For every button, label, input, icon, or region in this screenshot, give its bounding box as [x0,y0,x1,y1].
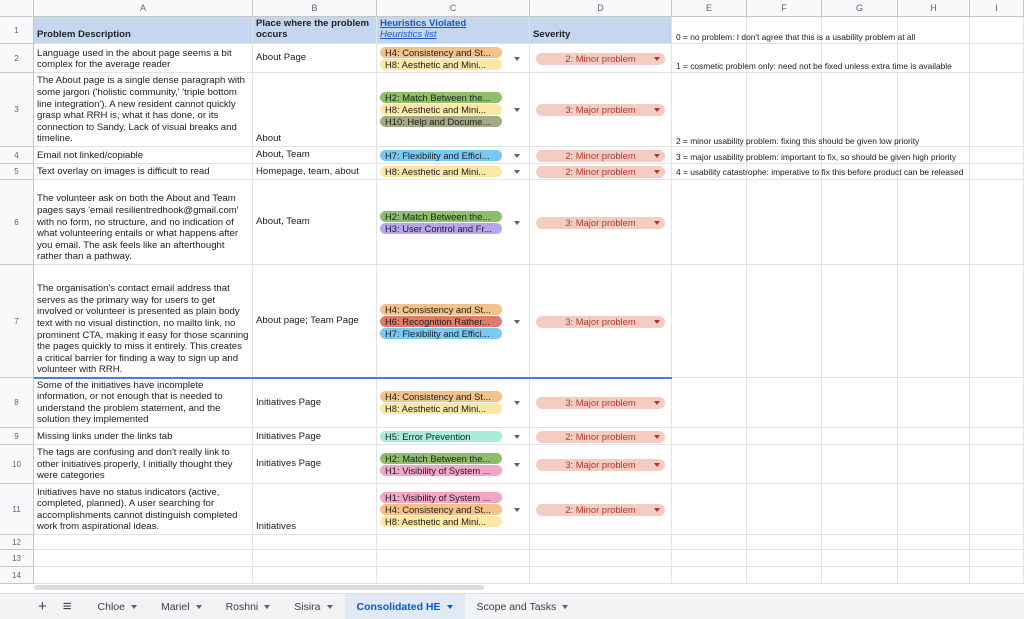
severity-dropdown-cell[interactable] [530,180,672,265]
place-cell[interactable] [253,445,377,484]
heuristic-chip: H1: Visibility of System ... [380,465,502,476]
problem-description-text: The volunteer ask on both the About and Team pages says 'email resilientredhook@gmail.com' with no form, no structure, and no indication of what volunteering entails or what happens after you email. The ask feels like an afterthought rather than a pathway. [37,193,239,263]
empty-cell[interactable] [898,378,970,428]
heuristics-dropdown-cell[interactable] [377,180,530,265]
header-label: Problem Description [37,29,131,41]
severity-chip[interactable] [536,459,665,471]
heuristic-chip: H8: Aesthetic and Mini... [380,166,502,177]
chevron-down-icon [264,605,270,609]
sheet-tab-bar [0,593,1024,619]
severity-dropdown-cell[interactable] [530,484,672,535]
header-label: Severity [533,29,571,41]
chevron-down-icon[interactable] [514,154,520,158]
column-header-f[interactable]: F [747,0,822,17]
problem-description-text: Some of the initiatives have incomplete information, or not enough that is needed to understand the problem statement, and the solution they implemented [37,379,223,426]
problem-description-cell[interactable] [34,73,253,147]
heuristics-dropdown-cell[interactable] [377,484,530,535]
chevron-down-icon [654,463,660,467]
severity-dropdown-cell[interactable] [530,378,672,428]
severity-label: 2: Minor problem [565,149,636,161]
severity-dropdown-cell[interactable] [530,73,672,147]
place-cell[interactable] [253,164,377,180]
empty-cell[interactable] [970,73,1024,147]
horizontal-scrollbar[interactable] [34,585,484,590]
column-header-b[interactable]: B [253,0,377,17]
sheet-tab[interactable] [214,594,283,619]
heuristic-chip: H3: User Control and Fr... [380,223,502,234]
severity-label: 3: Major problem [565,397,636,408]
heuristics-violated-link[interactable]: Heuristics Violated [380,17,467,29]
empty-cell[interactable] [822,180,898,265]
problem-description-cell[interactable] [34,550,253,567]
empty-cell[interactable] [672,567,747,584]
sheet-tab[interactable] [465,594,581,619]
severity-label: 3: Major problem [565,216,636,228]
place-cell[interactable] [253,265,377,378]
row-header[interactable]: 10 [0,445,34,484]
place-text: About [256,133,282,145]
empty-cell[interactable] [747,180,822,265]
problem-description-cell[interactable] [34,567,253,584]
empty-cell[interactable] [898,180,970,265]
chevron-down-icon [654,320,660,324]
severity-label: 2: Minor problem [565,503,636,515]
empty-cell[interactable] [822,550,898,567]
header-severity[interactable] [530,17,672,44]
problem-description-text: Text overlay on images is difficult to read [37,166,210,178]
empty-cell[interactable] [970,535,1024,550]
heuristics-dropdown-cell[interactable] [377,445,530,484]
row-header[interactable]: 4 [0,147,34,164]
column-header-i[interactable]: I [970,0,1024,17]
chevron-down-icon [654,401,660,405]
sheet-tab[interactable] [86,594,149,619]
severity-label: 3: Major problem [565,104,636,115]
empty-cell[interactable] [970,484,1024,535]
row-header[interactable]: 11 [0,484,34,535]
place-cell[interactable] [253,180,377,265]
header-place[interactable] [253,17,377,44]
chevron-down-icon [654,57,660,61]
severity-label: 3: Major problem [565,458,636,470]
empty-cell[interactable] [747,484,822,535]
empty-cell[interactable] [747,550,822,567]
severity-dropdown-cell[interactable] [530,265,672,378]
heuristic-chip: H8: Aesthetic and Mini... [380,104,502,115]
empty-cell[interactable] [970,428,1024,445]
heuristic-chip: H2: Match Between the... [380,211,502,222]
severity-chip[interactable] [536,397,665,409]
empty-cell[interactable] [672,428,747,445]
severity-scale-line: 4 = usability catastrophe: imperative to fix this before product can be released [676,167,964,177]
sheet-tab[interactable] [345,594,465,619]
empty-cell[interactable] [672,484,747,535]
empty-cell[interactable] [822,265,898,378]
empty-cell[interactable] [822,428,898,445]
problem-description-text: Initiatives have no status indicators (active, completed, planned). A user searching for accomplishments cannot distinguish completed work from aspirational ideas. [37,486,238,533]
heuristics-dropdown-cell[interactable] [377,550,530,567]
empty-cell[interactable] [747,428,822,445]
severity-chip[interactable] [536,316,665,328]
severity-dropdown-cell[interactable] [530,535,672,550]
empty-cell[interactable] [672,535,747,550]
empty-cell[interactable] [898,484,970,535]
severity-chip[interactable] [536,504,665,516]
chevron-down-icon[interactable] [514,170,520,174]
place-text: Initiatives Page [256,396,322,408]
problem-description-cell[interactable] [34,265,253,378]
chevron-down-icon[interactable] [514,435,520,439]
problem-description-cell[interactable] [34,44,253,73]
empty-cell[interactable] [672,378,747,428]
heuristic-chip: H7: Flexibility and Effici... [380,150,502,161]
sheet-tab-label: Roshni [225,600,259,613]
empty-cell[interactable] [898,428,970,445]
severity-dropdown-cell[interactable] [530,550,672,567]
empty-cell[interactable] [970,567,1024,584]
heuristic-chip: H10: Help and Docume... [380,116,502,127]
row-header[interactable]: 9 [0,428,34,445]
problem-description-text: Email not linked/copiable [37,150,144,162]
sheet-tab-label: Mariel [160,600,190,613]
column-header-d[interactable]: D [530,0,672,17]
severity-label: 2: Minor problem [565,430,636,442]
heuristic-chip: H2: Match Between the... [380,453,502,464]
severity-dropdown-cell[interactable] [530,567,672,584]
chevron-down-icon [562,605,568,609]
problem-description-cell[interactable] [34,147,253,164]
empty-cell[interactable] [822,567,898,584]
empty-cell[interactable] [672,265,747,378]
problem-description-cell[interactable] [34,180,253,265]
empty-cell[interactable] [898,535,970,550]
empty-cell[interactable] [898,265,970,378]
header-heuristics[interactable] [377,17,530,44]
problem-description-cell[interactable] [34,428,253,445]
heuristic-chip: H1: Visibility of System ... [380,492,502,503]
chevron-down-icon[interactable] [514,463,520,467]
severity-label: 3: Major problem [565,315,636,327]
sheet-tab-label: Sisira [294,600,321,613]
place-cell[interactable] [253,44,377,73]
row-header[interactable]: 13 [0,550,34,567]
empty-cell[interactable] [672,445,747,484]
place-text: Homepage, team, about [256,165,359,177]
heuristics-dropdown-cell[interactable] [377,164,530,180]
chevron-down-icon[interactable] [514,508,520,512]
header-label: Place where the problem occurs [256,17,370,41]
severity-chip[interactable] [536,53,665,65]
problem-description-text: The tags are confusing and don't really link to other initiatives properly, I initially thought they were categories [37,447,233,482]
empty-cell[interactable] [970,550,1024,567]
heuristics-list-link[interactable]: Heuristics list [380,29,437,41]
row-header[interactable]: 8 [0,378,34,428]
empty-cell[interactable] [898,445,970,484]
heuristic-chip: H7: Flexibility and Effici... [380,328,502,339]
sheet-tab-label: Consolidated HE [356,600,441,613]
row-header[interactable]: 2 [0,44,34,73]
place-text: About, Team [256,149,310,161]
severity-chip[interactable] [536,431,665,443]
sheet-tab[interactable] [282,594,344,619]
place-text: Initiatives Page [256,431,322,443]
empty-cell[interactable] [970,180,1024,265]
place-text: About page; Team Page [256,315,359,327]
empty-cell[interactable] [747,567,822,584]
row-header[interactable]: 1 [0,17,34,44]
severity-scale-line: 3 = major usability problem: important to fix, so should be given high priority [676,152,957,162]
empty-cell[interactable] [970,17,1024,44]
heuristic-chip: H8: Aesthetic and Mini... [380,403,502,414]
chevron-down-icon [654,154,660,158]
chevron-down-icon[interactable] [514,108,520,112]
place-cell[interactable] [253,147,377,164]
row-header[interactable]: 14 [0,567,34,584]
heuristics-dropdown-cell[interactable] [377,73,530,147]
heuristic-chip: H4: Consistency and St... [380,504,502,515]
all-sheets-menu-icon[interactable]: ≡ [62,598,72,615]
severity-scale-line: 0 = no problem: I don't agree that this is a usability problem at all [676,32,916,42]
chevron-down-icon [654,221,660,225]
row-border-highlight [34,377,672,379]
empty-cell[interactable] [898,567,970,584]
problem-description-cell[interactable] [34,445,253,484]
severity-label: 2: Minor problem [565,52,636,64]
place-text: Initiatives [256,521,296,533]
place-text: About Page [256,52,307,64]
empty-cell[interactable] [747,265,822,378]
add-sheet-icon[interactable]: + [38,598,47,615]
severity-dropdown-cell[interactable] [530,44,672,73]
chevron-down-icon [654,170,660,174]
chevron-down-icon [447,605,453,609]
problem-description-cell[interactable] [34,484,253,535]
problem-description-cell[interactable] [34,535,253,550]
heuristics-dropdown-cell[interactable] [377,428,530,445]
severity-chip[interactable] [536,166,665,178]
empty-cell[interactable] [672,550,747,567]
heuristics-dropdown-cell[interactable] [377,265,530,378]
empty-cell[interactable] [822,378,898,428]
severity-chip[interactable] [536,150,665,162]
chevron-down-icon [654,508,660,512]
place-cell[interactable] [253,378,377,428]
place-cell[interactable] [253,428,377,445]
empty-cell[interactable] [747,535,822,550]
chevron-down-icon [196,605,202,609]
place-text: About, Team [256,216,310,228]
row-header[interactable]: 12 [0,535,34,550]
heuristic-chip: H8: Aesthetic and Mini... [380,59,502,70]
row-header[interactable]: 7 [0,265,34,378]
severity-dropdown-cell[interactable] [530,147,672,164]
place-cell[interactable] [253,535,377,550]
empty-cell[interactable] [970,44,1024,73]
chevron-down-icon [131,605,137,609]
problem-description-text: Missing links under the links tab [37,431,173,443]
column-header-e[interactable]: E [672,0,747,17]
row-header[interactable]: 5 [0,164,34,180]
empty-cell[interactable] [822,445,898,484]
empty-cell[interactable] [970,147,1024,164]
column-header-a[interactable]: A [34,0,253,17]
chevron-down-icon [327,605,333,609]
heuristics-dropdown-cell[interactable] [377,567,530,584]
heuristic-chip: H2: Match Between the... [380,92,502,103]
severity-dropdown-cell[interactable] [530,428,672,445]
place-cell[interactable] [253,73,377,147]
heuristics-dropdown-cell[interactable] [377,147,530,164]
problem-description-text: The About page is a single dense paragraph with some jargon ('holistic community,' 'triple bottom line integration'). A new resident cannot quickly grasp what RRH is, what it has done, or its connection to Sandy. Lack of visual breaks and timeline. [37,75,246,145]
problem-description-text: Language used in the about page seems a bit complex for the average reader [37,47,232,71]
heuristic-chip: H4: Consistency and St... [380,304,502,315]
problem-description-text: The organisation's contact email address that serves as the primary way for users to get involved or volunteer is presented as plain body text with no visual distinction, no mailto link, no prominent CTA, making it easy for those scanning the pages quickly to miss it entirely. This creates a critical barrier for finding a way to sign up and volunteer with RRH. [37,283,249,376]
row-header[interactable]: 3 [0,73,34,147]
heuristic-chip: H8: Aesthetic and Mini... [380,516,502,527]
empty-cell[interactable] [747,445,822,484]
chevron-down-icon[interactable] [514,221,520,225]
select-all-corner[interactable] [0,0,34,17]
problem-description-cell[interactable] [34,164,253,180]
severity-scale-line: 1 = cosmetic problem only: need not be fixed unless extra time is available [676,61,952,71]
column-header-g[interactable]: G [822,0,898,17]
place-cell[interactable] [253,567,377,584]
chevron-down-icon [654,435,660,439]
problem-description-cell[interactable] [34,378,253,428]
column-header-h[interactable]: H [898,0,970,17]
heuristics-dropdown-cell[interactable] [377,535,530,550]
sheet-tab-label: Chloe [97,600,125,613]
heuristic-chip: H4: Consistency and St... [380,47,502,58]
severity-chip[interactable] [536,217,665,229]
place-cell[interactable] [253,484,377,535]
empty-cell[interactable] [970,265,1024,378]
severity-chip[interactable] [536,104,665,116]
severity-dropdown-cell[interactable] [530,445,672,484]
sheet-tab-label: Scope and Tasks [476,600,557,613]
empty-cell[interactable] [970,164,1024,180]
header-problem-description[interactable] [34,17,253,44]
severity-dropdown-cell[interactable] [530,164,672,180]
place-text: Initiatives Page [256,458,322,470]
place-cell[interactable] [253,550,377,567]
empty-cell[interactable] [970,445,1024,484]
heuristic-chip: H6: Recognition Rather... [380,316,502,327]
heuristic-chip: H4: Consistency and St... [380,391,502,402]
severity-label: 2: Minor problem [565,166,636,177]
chevron-down-icon[interactable] [514,57,520,61]
empty-cell[interactable] [970,378,1024,428]
severity-scale-line: 2 = minor usability problem: fixing this should be given low priority [676,136,920,146]
column-header-c[interactable]: C [377,0,530,17]
empty-cell[interactable] [747,378,822,428]
row-header[interactable]: 6 [0,180,34,265]
chevron-down-icon[interactable] [514,401,520,405]
empty-cell[interactable] [672,180,747,265]
heuristics-dropdown-cell[interactable] [377,44,530,73]
chevron-down-icon [654,108,660,112]
sheet-tab[interactable] [149,594,214,619]
chevron-down-icon[interactable] [514,320,520,324]
empty-cell[interactable] [822,484,898,535]
empty-cell[interactable] [822,535,898,550]
empty-cell[interactable] [898,550,970,567]
heuristic-chip: H5: Error Prevention [380,431,502,442]
heuristics-dropdown-cell[interactable] [377,378,530,428]
